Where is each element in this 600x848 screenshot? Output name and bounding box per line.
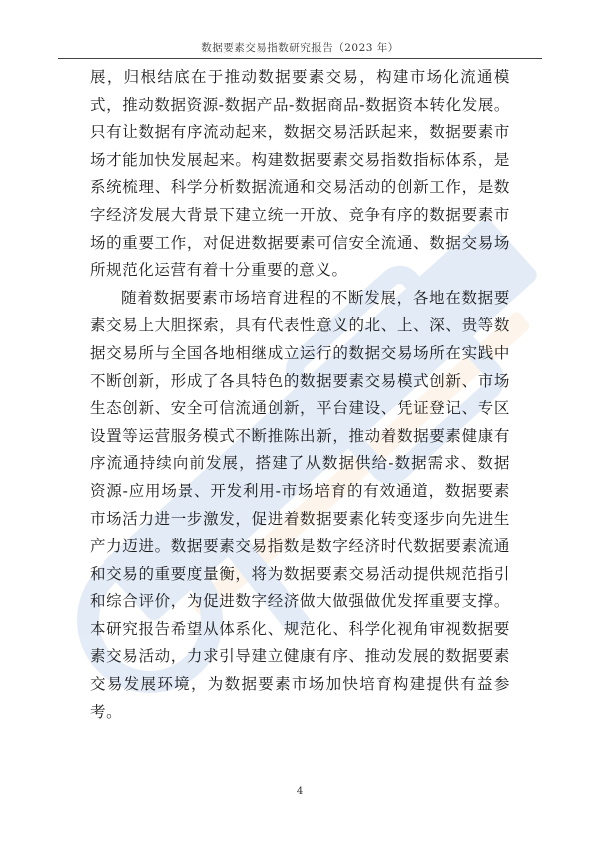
page-number: 4 xyxy=(296,786,304,797)
header-rule xyxy=(58,58,542,59)
running-header: 数据要素交易指数研究报告（2023 年） xyxy=(201,42,399,54)
paragraph-2: 随着数据要素市场培育进程的不断发展，各地在数据要素交易上大胆探索，具有代表性意义的北、上、深、贵等数据交易所与全国各地相继成立运行的数据交易场所在实践中不断创新，形成了各具特色的数据要素交易模式创新、市场生态创新、安全可信流通创新，平台建设、凭证登记、专区设置等运营服务模式不断推陈出新，推动着数据要素健康有序流通持续向前发展，搭建了从数据供给-数据需求、数据资源-应用场景、开发利用-市场培育的有效通道，数据要素市场活力进一步激发，促进着数据要素化转变逐步向先进生产力迈进。数据要素交易指数是数字经济时代数据要素流通和交易的重要度量衡，将为数据要素交易活动提供规范指引和综合评价，为促进数字经济做大做强做优发挥重要支撑。本研究报告希望从体系化、规范化、科学化视角审视数据要素交易活动，力求引导建立健康有序、推动发展的数据要素交易发展环境，为数据要素市场加快培育构建提供有益参考。 xyxy=(90,288,510,721)
body-text xyxy=(90,64,510,726)
paragraph-1: 展，归根结底在于推动数据要素交易，构建市场化流通模式，推动数据资源-数据产品-数据商品-数据资本转化发展。只有让数据有序流动起来，数据交易活跃起来，数据要素市场才能加快发展起来。构建数据要素交易指数指标体系，是系统梳理、科学分析数据流通和交易活动的创新工作，是数字经济发展大背景下建立统一开放、竞争有序的数据要素市场的重要工作，对促进数据要素可信安全流通、数据交易场所规范化运营有着十分重要的意义。 xyxy=(90,68,511,280)
